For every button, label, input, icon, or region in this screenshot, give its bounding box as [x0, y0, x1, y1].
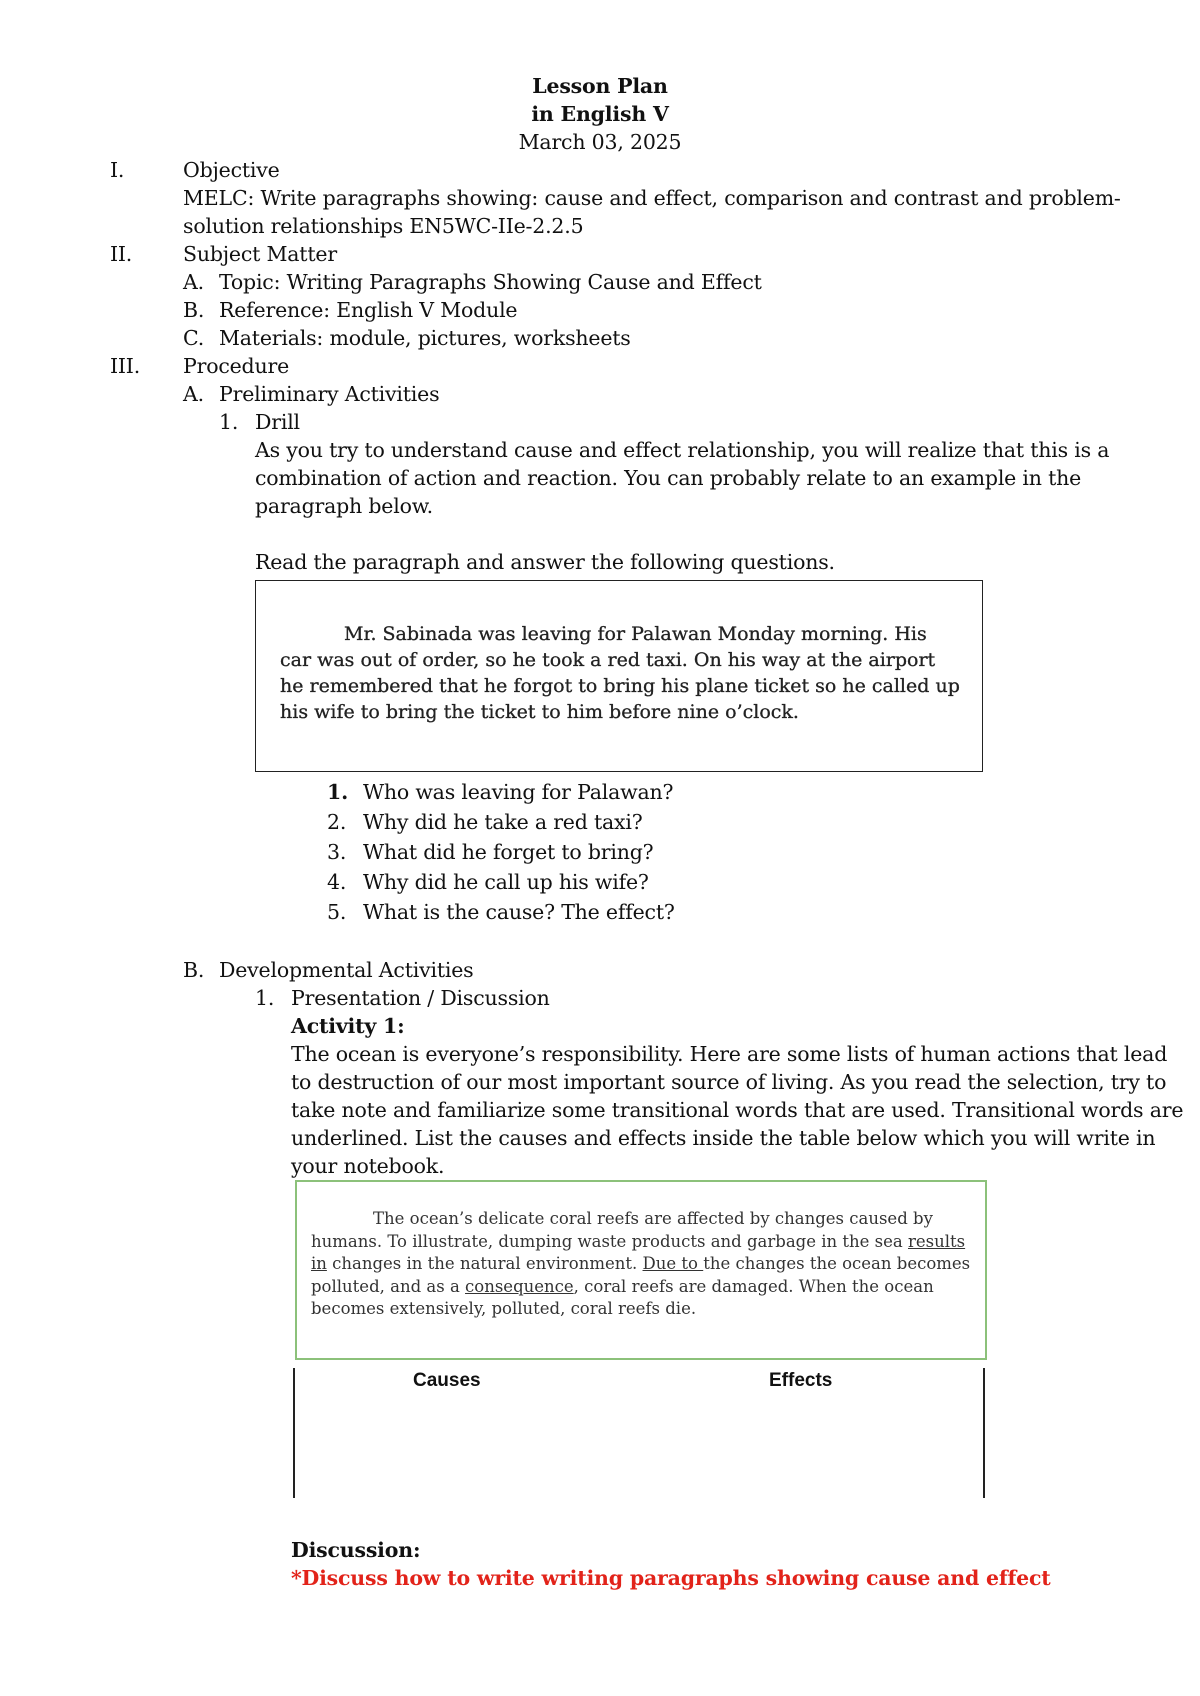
activity-text-line1: The ocean is everyone’s responsibility. Here are some lists of human actions that lead: [291, 1042, 1168, 1066]
cause-effect-table: [293, 1368, 985, 1498]
question-number: 5.: [327, 900, 347, 924]
subject-matter-heading: Subject Matter: [183, 242, 337, 266]
subject-matter-letter-a: A.: [183, 270, 204, 294]
subject-matter-letter-b: B.: [183, 298, 205, 322]
activity-text-line2: to destruction of our most important source of living. As you read the selection, try to: [291, 1070, 1167, 1094]
ocean-passage-box: [295, 1180, 987, 1360]
subject-matter-letter-c: C.: [183, 326, 205, 350]
question-text: Who was leaving for Palawan?: [363, 780, 674, 804]
question-text: What is the cause? The effect?: [363, 900, 675, 924]
transitional-word: Due to: [642, 1254, 704, 1273]
preliminary-letter: A.: [183, 382, 204, 406]
activity-text-line4: underlined. List the causes and effects inside the table below which you will write in: [291, 1126, 1156, 1150]
presentation-number: 1.: [255, 986, 275, 1010]
transitional-word: consequence: [465, 1276, 574, 1296]
question-number: 2.: [327, 810, 347, 834]
passage-segment: The ocean’s delicate coral reefs are affected by changes caused by humans. To illustrate, dumping waste products and garbage in the sea: [311, 1209, 933, 1251]
activity-title: Activity 1:: [291, 1014, 405, 1038]
objective-melc-line2: solution relationships EN5WC-IIe-2.2.5: [183, 214, 584, 238]
drill-text-line1: As you try to understand cause and effect relationship, you will realize that this is a: [255, 438, 1110, 462]
passage-segment: , coral reefs are damaged. When the ocean becomes extensively, polluted, coral reefs die.: [311, 1276, 934, 1318]
activity-text-line5: your notebook.: [291, 1154, 445, 1178]
drill-number: 1.: [219, 410, 239, 434]
question-number: 4.: [327, 870, 347, 894]
subject-matter-topic: Topic: Writing Paragraphs Showing Cause and Effect: [219, 270, 762, 294]
question-number: 1.: [327, 780, 349, 804]
developmental-heading: Developmental Activities: [219, 958, 474, 982]
drill-text-line2: combination of action and reaction. You can probably relate to an example in the: [255, 466, 1082, 490]
drill-passage-box: [255, 580, 983, 772]
discussion-title: Discussion:: [291, 1538, 421, 1562]
table-right-border: [983, 1368, 985, 1498]
document-title: Lesson Plan: [532, 74, 668, 98]
drill-heading: Drill: [255, 410, 300, 434]
drill-text-line3: paragraph below.: [255, 494, 433, 518]
ocean-passage-text: [311, 1208, 976, 1321]
question-text: Why did he call up his wife?: [363, 870, 649, 894]
drill-passage-text: Mr. Sabinada was leaving for Palawan Monday morning. His car was out of order, so he took a red taxi. On his way at the airport he remembered that he forgot to bring his plane ticket so he called up his wife to bring the ticket to him before nine o’clock.: [280, 623, 960, 723]
presentation-heading: Presentation / Discussion: [291, 986, 550, 1010]
discussion-instruction: *Discuss how to write writing paragraphs showing cause and effect: [291, 1566, 1051, 1590]
activity-text-line3: take note and familiarize some transitional words that are used. Transitional words are: [291, 1098, 1184, 1122]
procedure-heading: Procedure: [183, 354, 290, 378]
table-left-border: [293, 1368, 295, 1498]
objective-melc-line1: MELC: Write paragraphs showing: cause and effect, comparison and contrast and problem-: [183, 186, 1121, 210]
passage-segment: changes in the natural environment.: [326, 1254, 643, 1273]
preliminary-heading: Preliminary Activities: [219, 382, 440, 406]
subject-matter-materials: Materials: module, pictures, worksheets: [219, 326, 631, 350]
document-date: March 03, 2025: [518, 130, 682, 154]
developmental-letter: B.: [183, 958, 205, 982]
question-text: Why did he take a red taxi?: [363, 810, 643, 834]
effects-column-header: Effects: [769, 1370, 833, 1391]
question-number: 3.: [327, 840, 347, 864]
procedure-numeral: III.: [110, 354, 141, 378]
passage-segment: the changes the ocean becomes polluted, and as a: [311, 1254, 971, 1296]
document-subject: in English V: [531, 102, 669, 126]
causes-column-header: Causes: [413, 1370, 481, 1391]
drill-instruction: Read the paragraph and answer the following questions.: [255, 550, 835, 574]
transitional-word: results in: [311, 1231, 966, 1273]
objective-numeral: I.: [110, 158, 125, 182]
subject-matter-reference: Reference: English V Module: [219, 298, 518, 322]
objective-heading: Objective: [183, 158, 280, 182]
subject-matter-numeral: II.: [110, 242, 133, 266]
question-text: What did he forget to bring?: [363, 840, 654, 864]
